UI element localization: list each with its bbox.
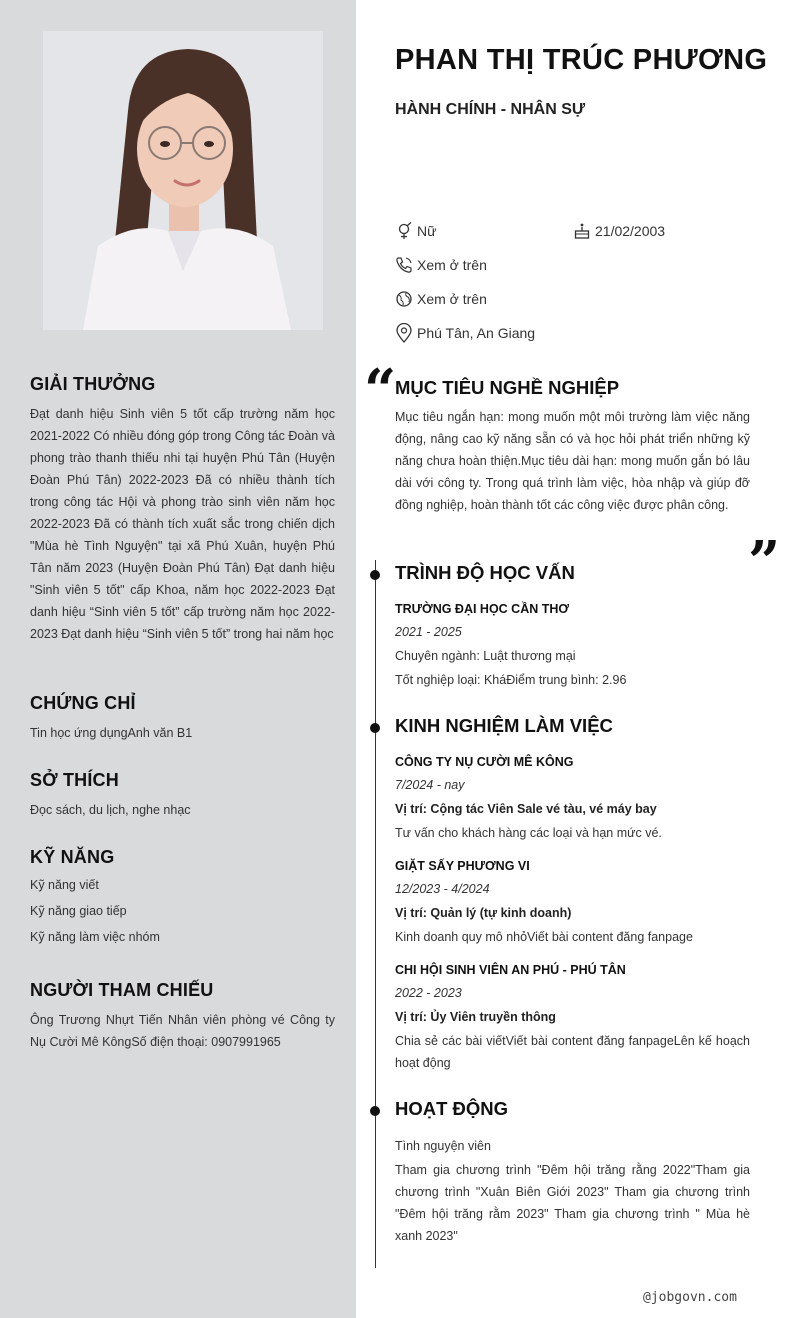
job-description: Kinh doanh quy mô nhỏViết bài content đăng fanpage <box>395 930 693 944</box>
skill-item: Kỹ năng làm việc nhóm <box>30 930 160 944</box>
certificates-text: Tin học ứng dụngAnh văn B1 <box>30 726 193 740</box>
watermark: @jobgovn.com <box>643 1290 737 1305</box>
job-company: CÔNG TY NỤ CƯỜI MÊ KÔNG <box>395 755 574 769</box>
close-quote-icon: ” <box>748 529 781 595</box>
skills-title: KỸ NĂNG <box>30 847 115 867</box>
timeline-dot <box>370 570 380 580</box>
education-period: 2021 - 2025 <box>395 625 462 639</box>
education-title: TRÌNH ĐỘ HỌC VẤN <box>395 562 575 583</box>
awards-title: GIẢI THƯỞNG <box>30 374 156 394</box>
gender-icon <box>395 222 413 240</box>
references-text: Ông Trương Nhựt Tiến Nhân viên phòng vé Công ty Nụ Cười Mê KôngSố điện thoại: 0907991965 <box>30 1013 335 1049</box>
phone-value: Xem ở trên <box>417 257 487 273</box>
job-period: 7/2024 - nay <box>395 778 465 792</box>
objective-title: MỤC TIÊU NGHỀ NGHIỆP <box>395 377 620 398</box>
job-position: Vị trí: Cộng tác Viên Sale vé tàu, vé máy bay <box>395 802 657 816</box>
skill-item: Kỹ năng giao tiếp <box>30 904 127 918</box>
globe-icon <box>395 290 413 308</box>
skills-section <box>30 847 335 950</box>
skill-item: Kỹ năng viết <box>30 878 99 892</box>
education-school: TRƯỜNG ĐẠI HỌC CẦN THƠ <box>395 602 570 616</box>
location-pin-icon <box>395 323 413 343</box>
candidate-name: PHAN THỊ TRÚC PHƯƠNG <box>395 44 768 76</box>
objective-text: Mục tiêu ngắn hạn: mong muốn một môi trường làm việc năng động, nâng cao kỹ năng sẵn có và học hỏi phát triển những kỹ năng chưa hoàn thiện.Mục tiêu dài hạn: mong muốn gắn bó lâu dài với công ty. Trong quá trình làm việc, hòa nhập và giúp đỡ đồng nghiệp, hoàn thành tốt các công việc được phân công. <box>395 410 750 512</box>
website-value: Xem ở trên <box>417 291 487 307</box>
phone-info <box>395 256 487 274</box>
education-major: Chuyên ngành: Luật thương mại <box>395 649 576 663</box>
profile-photo <box>43 31 323 330</box>
job-period: 2022 - 2023 <box>395 986 462 1000</box>
skills-list <box>30 872 335 950</box>
awards-section <box>30 374 335 645</box>
job-position: Vị trí: Quản lý (tự kinh doanh) <box>395 906 572 920</box>
gender-value: Nữ <box>417 223 437 239</box>
hobbies-text: Đọc sách, du lịch, nghe nhạc <box>30 803 191 817</box>
references-title: NGƯỜI THAM CHIẾU <box>30 980 214 1000</box>
job-description: Chia sẻ các bài viếtViết bài content đăng fanpageLên kế hoạch hoạt động <box>395 1034 750 1070</box>
hobbies-title: SỞ THÍCH <box>30 770 119 790</box>
timeline-dot <box>370 1106 380 1116</box>
job-company: CHI HỘI SINH VIÊN AN PHÚ - PHÚ TÂN <box>395 963 626 977</box>
job-position: Vị trí: Ủy Viên truyền thông <box>395 1010 556 1024</box>
job-description: Tư vấn cho khách hàng các loại và hạn mức vé. <box>395 826 662 840</box>
activities-text: Tham gia chương trình "Đêm hội trăng rằng 2022"Tham gia chương trình "Xuân Biên Giới 2023" Tham gia chương trình "Đêm hội trăng rằm 2023" Tham gia chương trình " Mùa hè xanh 2023" <box>395 1163 750 1243</box>
references-section <box>30 980 335 1053</box>
sidebar <box>0 0 356 1318</box>
experience-title: KINH NGHIỆM LÀM VIỆC <box>395 715 613 736</box>
candidate-role: HÀNH CHÍNH - NHÂN SỰ <box>395 101 586 118</box>
address-info <box>395 323 535 343</box>
cake-icon <box>573 222 591 240</box>
certificates-section <box>30 693 335 744</box>
phone-icon <box>395 256 413 274</box>
birthday-info <box>573 222 665 240</box>
job-period: 12/2023 - 4/2024 <box>395 882 490 896</box>
open-quote-icon: “ <box>364 357 397 423</box>
education-grade: Tốt nghiệp loại: KháĐiểm trung bình: 2.96 <box>395 673 627 687</box>
hobbies-section <box>30 770 335 821</box>
job-company: GIẶT SẤY PHƯƠNG VI <box>395 859 530 873</box>
activities-role: Tình nguyện viên <box>395 1139 491 1153</box>
address-value: Phú Tân, An Giang <box>417 325 536 341</box>
website-info <box>395 290 487 308</box>
birthday-value: 21/02/2003 <box>595 223 666 239</box>
gender-info <box>395 222 436 240</box>
timeline-dot <box>370 723 380 733</box>
timeline-line <box>375 560 376 1268</box>
activities-title: HOẠT ĐỘNG <box>395 1098 509 1119</box>
certificates-title: CHỨNG CHỈ <box>30 693 136 713</box>
awards-text: Đạt danh hiệu Sinh viên 5 tốt cấp trường năm học 2021-2022 Có nhiều đóng góp trong Công tác Đoàn và phong trào thanh thiếu nhi tại huyện Phú Tân (Huyện Đoàn Phú Tân) 2022-2023 Đã có nhiều thành tích trong công tác Hội và phong trào sinh viên năm học 2022-2023 Đã có thành tích xuất sắc trong chiến dịch "Mùa hè Tình Nguyện" tại xã Phú Xuân, huyện Phú Tân năm 2023 (Huyện Đoàn Phú Tân) Đạt danh hiệu "Sinh viên 5 tốt" cấp Khoa, năm học 2022-2023 Đạt danh hiệu “Sinh viên 5 tốt” cấp trường năm học 2022-2023 Đạt danh hiệu “Sinh viên 5 tốt” trong hai năm học <box>30 407 335 641</box>
